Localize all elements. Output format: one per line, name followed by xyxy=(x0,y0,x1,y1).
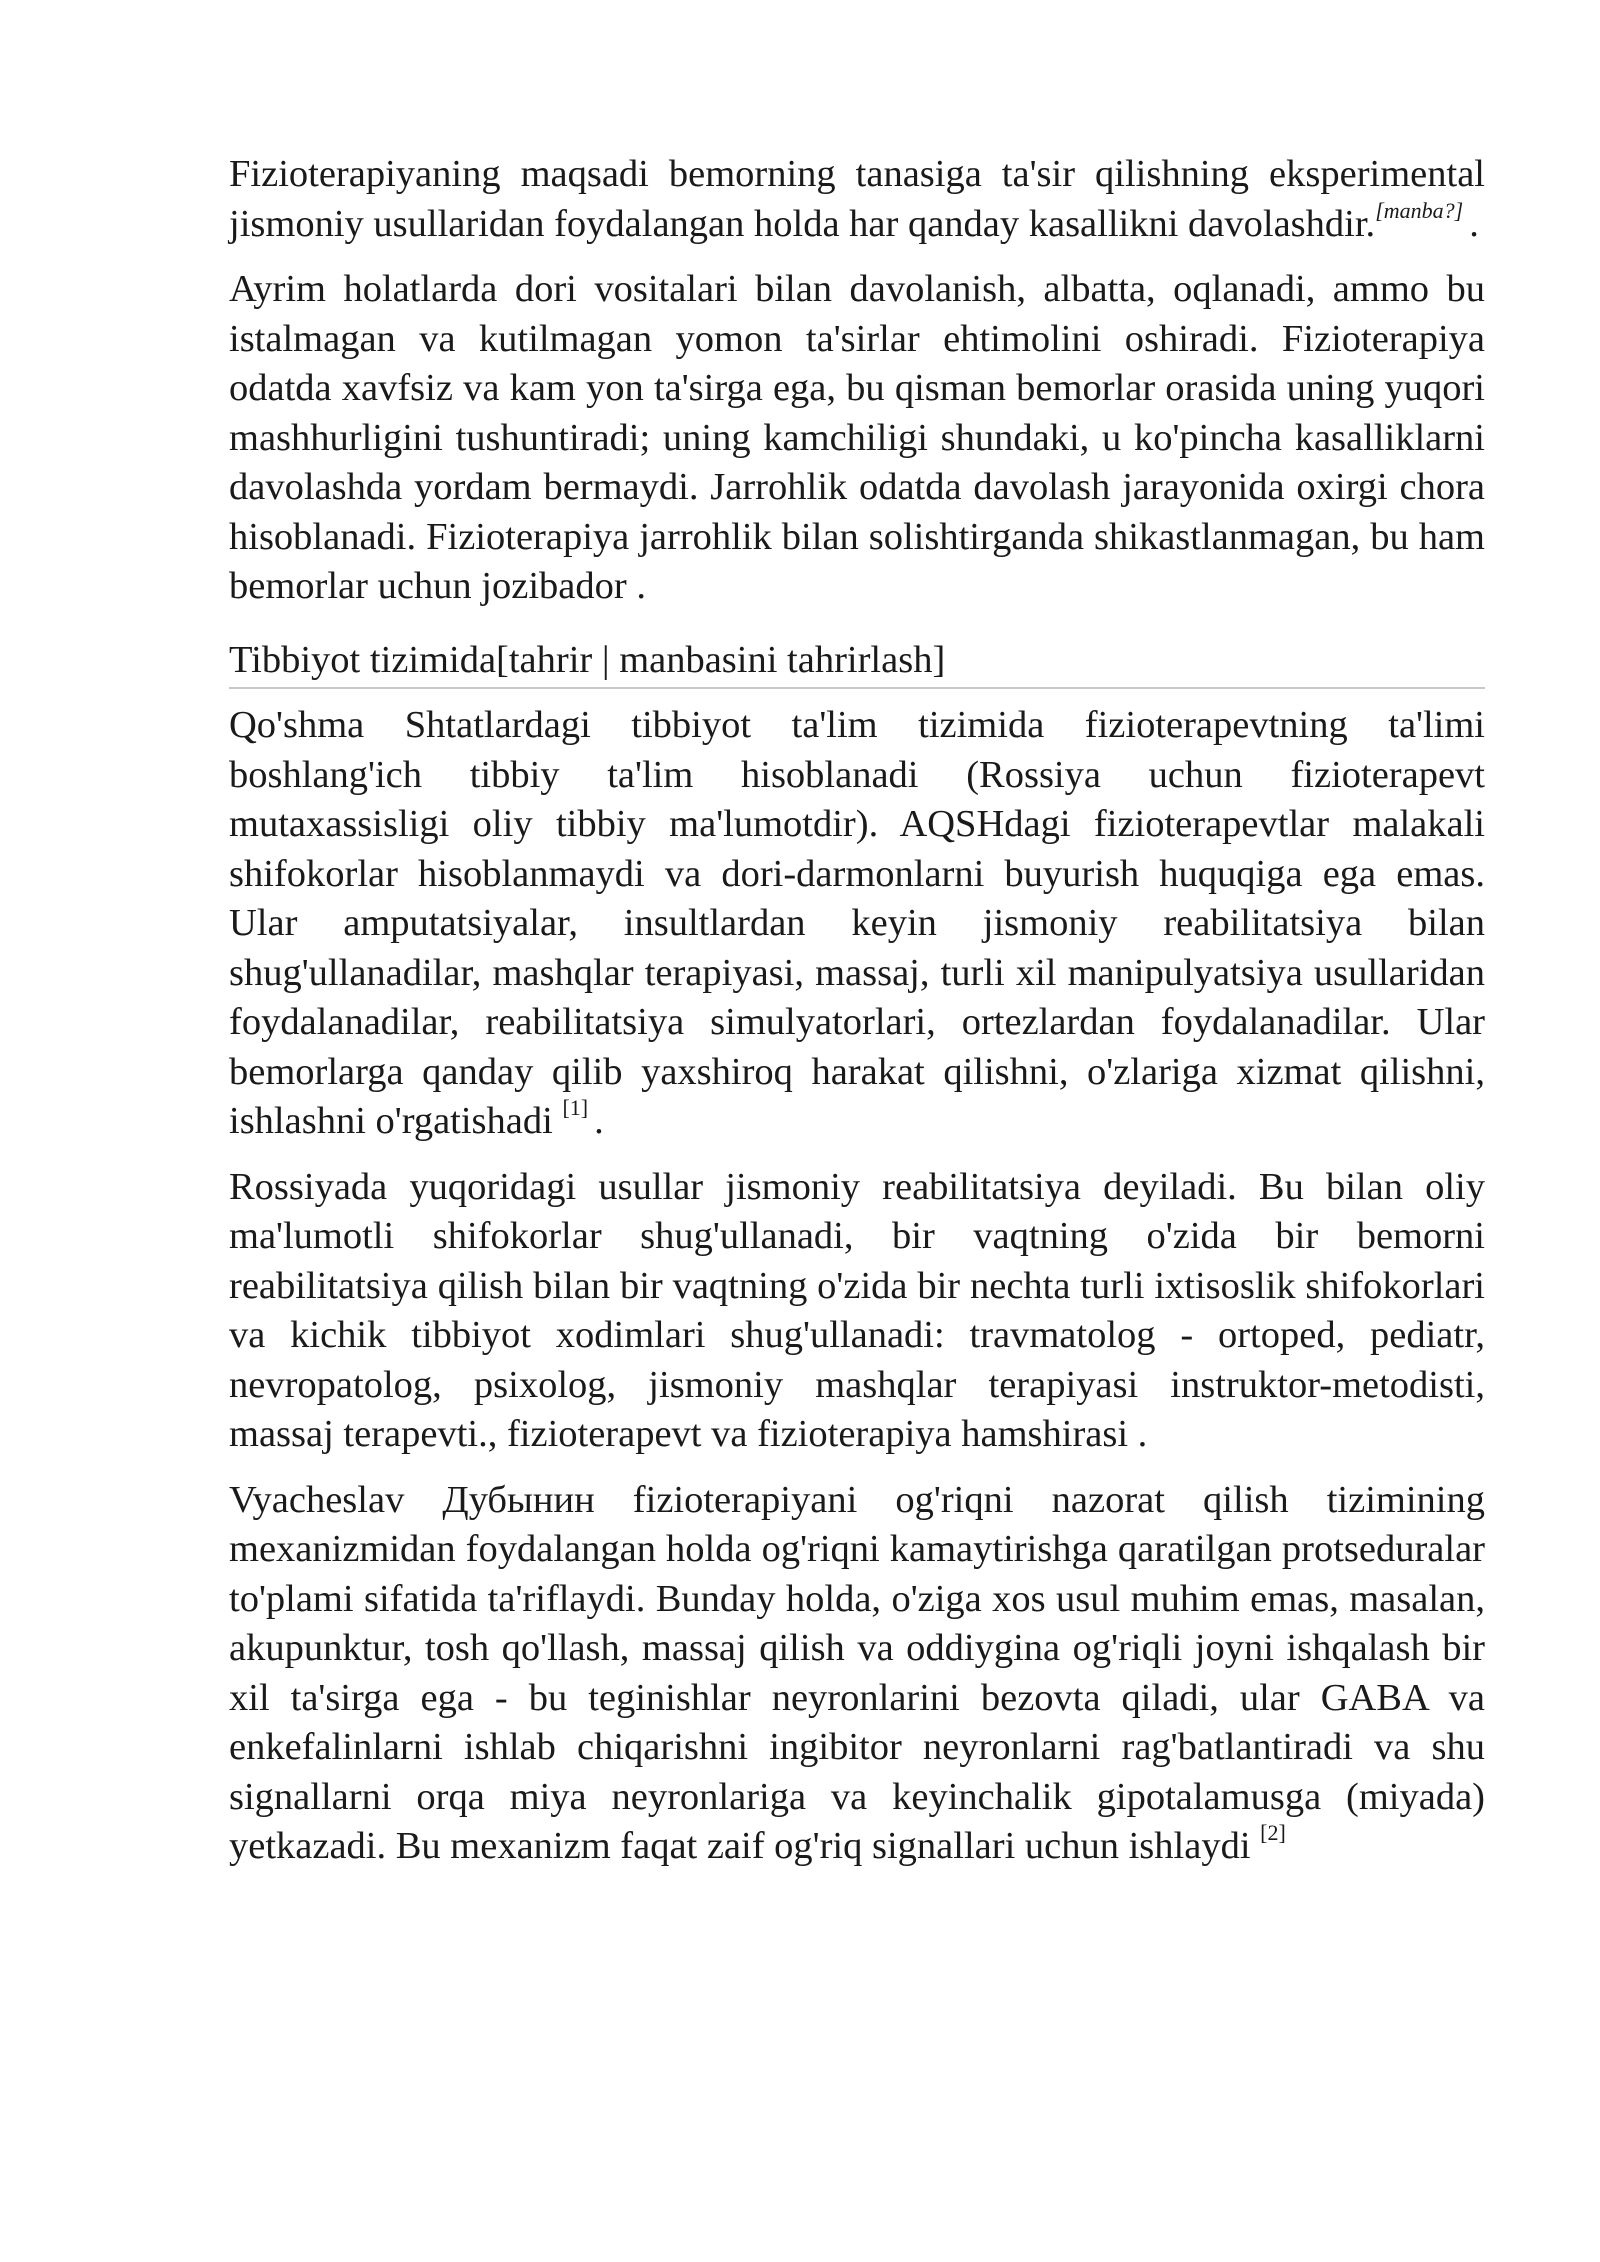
paragraph-usa-education-tail: . xyxy=(594,1100,604,1142)
paragraph-purpose xyxy=(229,150,1485,249)
document-page xyxy=(229,150,1485,1888)
paragraph-usa-education xyxy=(229,701,1485,1147)
paragraph-russia-rehab xyxy=(229,1163,1485,1460)
paragraph-purpose-text: Fizioterapiyaning maqsadi bemorning tanasiga ta'sir qilishning eksperimental jismoniy usullaridan foydalangan holda har qanday kasallikni davolashdir. xyxy=(229,153,1485,245)
reference-link-1[interactable]: [1] xyxy=(562,1095,589,1121)
paragraph-pain-control xyxy=(229,1476,1485,1872)
paragraph-pain-control-text: Vyacheslav Дубынин fizioterapiyani og'riqni nazorat qilish tizimining mexanizmidan foydalangan holda og'riqni kamaytirishga qaratilgan protseduralar to'plami sifatida ta'riflaydi. Bunday holda, o'ziga xos usul muhim emas, masalan, akupunktur, tosh qo'llash, massaj qilish va oddiygina og'riqli joyni ishqalash bir xil ta'sirga ega - bu teginishlar neyronlarini bezovta qiladi, ular GABA va enkefalinlarni ishlab chiqarishni ingibitor neyronlarni rag'batlantiradi va shu signallarni orqa miya neyronlariga va keyinchalik gipotalamusga (miyada) yetkazadi. Bu mexanizm faqat zaif og'riq signallari uchun ishlaydi xyxy=(229,1478,1485,1867)
paragraph-medication-text: Ayrim holatlarda dori vositalari bilan davolanish, albatta, oqlanadi, ammo bu istalmagan va kutilmagan yomon ta'sirlar ehtimolini oshiradi. Fizioterapiya odatda xavfsiz va kam yon ta'sirga ega, bu qisman bemorlar orasida uning yuqori mashhurligini tushuntiradi; uning kamchiligi shundaki, u ko'pincha kasalliklarni davolashda yordam bermaydi. Jarrohlik odatda davolash jarayonida oxirgi chora hisoblanadi. Fizioterapiya jarrohlik bilan solishtirganda shikastlanmagan, bu ham bemorlar uchun jozibador . xyxy=(229,268,1485,607)
paragraph-purpose-tail: . xyxy=(1469,202,1479,245)
paragraph-medication xyxy=(229,265,1485,612)
paragraph-usa-education-text: Qo'shma Shtatlardagi tibbiyot ta'lim tizimida fizioterapevtning ta'limi boshlang'ich tibbiy ta'lim hisoblanadi (Rossiya uchun fizioterapevt mutaxassisligi oliy tibbiy ma'lumotdir). AQSHdagi fizioterapevtlar malakali shifokorlar hisoblanmaydi va dori-darmonlarni buyurish huquqiga ega emas. Ular amputatsiyalar, insultlardan keyin jismoniy reabilitatsiya bilan shug'ullanadilar, mashqlar terapiyasi, massaj, turli xil manipulyatsiya usullaridan foydalanadilar, reabilitatsiya simulyatorlari, ortezlardan foydalanadilar. Ular bemorlarga qanday qilib yaxshiroq harakat qilishni, o'zlariga xizmat qilishni, ishlashni o'rgatishadi xyxy=(229,704,1485,1142)
section-heading-medical-system[interactable]: Tibbiyot tizimida[tahrir | manbasini tahrirlash] xyxy=(229,636,1485,690)
citation-needed-link[interactable]: [manba?] xyxy=(1375,197,1464,223)
paragraph-russia-rehab-text: Rossiyada yuqoridagi usullar jismoniy reabilitatsiya deyiladi. Bu bilan oliy ma'lumotli shifokorlar shug'ullanadi, bir vaqtning o'zida bir bemorni reabilitatsiya qilish bilan bir vaqtning o'zida bir nechta turli ixtisoslik shifokorlari va kichik tibbiyot xodimlari shug'ullanadi: travmatolog - ortoped, pediatr, nevropatolog, psixolog, jismoniy mashqlar terapiyasi instruktor-metodisti, massaj terapevti., fizioterapevt va fizioterapiya hamshirasi . xyxy=(229,1165,1485,1455)
reference-link-2[interactable]: [2] xyxy=(1260,1820,1286,1846)
